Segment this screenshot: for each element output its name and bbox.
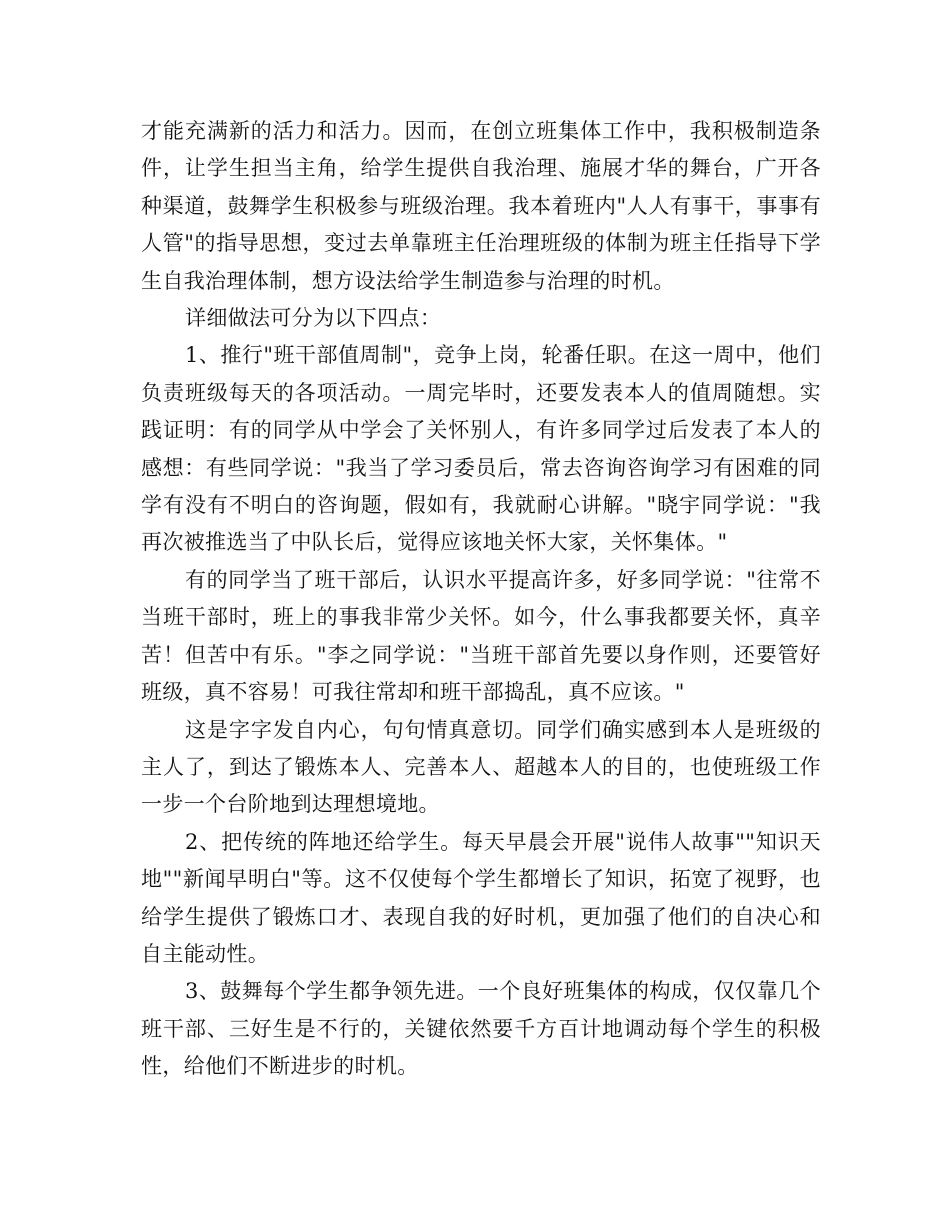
paragraph-method-intro: 详细做法可分为以下四点： <box>185 306 442 331</box>
paragraph-student-feedback: 有的同学当了班干部后，认识水平提高许多，好多同学说："往常不当班干部时，班上的事我非常少关怀。如今，什么事我都要关怀，真辛苦！但苦中有乐。"李之同学说："当班干部首先要以身作则，还要管好班级，真不容易！可我往常却和班干部捣乱，真不应该。" <box>141 567 821 705</box>
paragraph-point-1: 1、推行"班干部值周制"，竞争上岗，轮番任职。在这一周中，他们负责班级每天的各项活动。一周完毕时，还要发表本人的值周随想。实践证明：有的同学从中学会了关怀别人，有许多同学过后发表了本人的感想：有些同学说："我当了学习委员后，常去咨询咨询学习有困难的同学有没有不明白的咨询题，假如有，我就耐心讲解。"晓宇同学说："我再次被推选当了中队长后，觉得应该地关怀大家，关怀集体。" <box>141 343 821 555</box>
paragraph-reflection: 这是字字发自内心，句句情真意切。同学们确实感到本人是班级的主人了，到达了锻炼本人、完善本人、超越本人的目的，也使班级工作一步一个台阶地到达理想境地。 <box>141 717 821 817</box>
paragraph-point-3: 3、鼓舞每个学生都争领先进。一个良好班集体的构成，仅仅靠几个班干部、三好生是不行的，关键依然要千方百计地调动每个学生的积极性，给他们不断进步的时机。 <box>141 979 821 1079</box>
document-body <box>141 113 821 1086</box>
paragraph-continuation: 才能充满新的活力和活力。因而，在创立班集体工作中，我积极制造条件，让学生担当主角，给学生提供自我治理、施展才华的舞台，广开各种渠道，鼓舞学生积极参与班级治理。我本着班内"人人有事干，事事有人管"的指导思想，变过去单靠班主任治理班级的体制为班主任指导下学生自我治理体制，想方设法给学生制造参与治理的时机。 <box>141 119 821 293</box>
paragraph-point-2: 2、把传统的阵地还给学生。每天早晨会开展"说伟人故事""知识天地""新闻早明白"等。这不仅使每个学生都增长了知识，拓宽了视野，也给学生提供了锻炼口才、表现自我的好时机，更加强了他们的自决心和自主能动性。 <box>141 829 821 966</box>
